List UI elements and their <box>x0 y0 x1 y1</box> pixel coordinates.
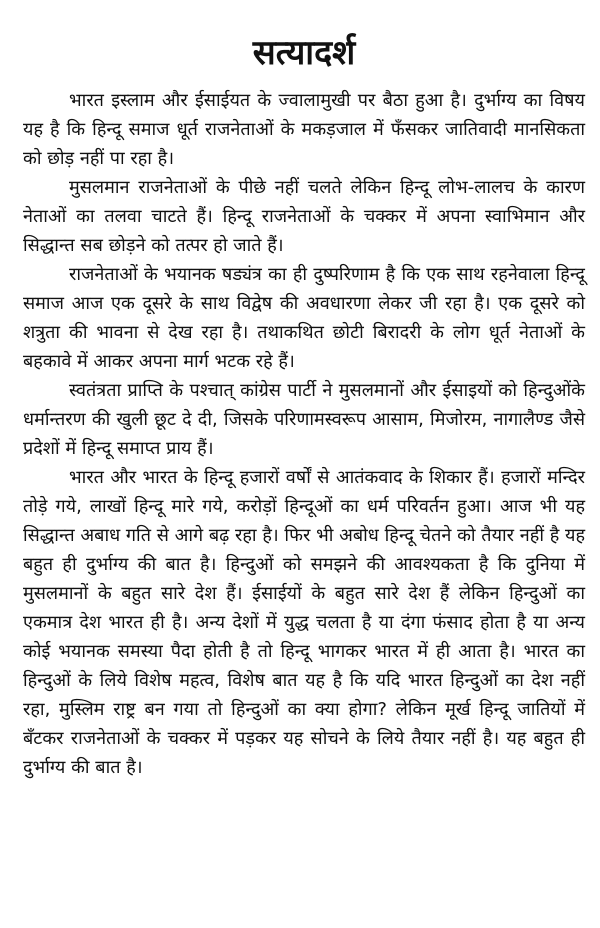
paragraph-3: राजनेताओं के भयानक षड्यंत्र का ही दुष्परिणाम है कि एक साथ रहनेवाला हिन्दू समाज आज एक दूसरे के साथ विद्वेष की अवधारणा लेकर जी रहा है। एक दूसरे को शत्रुता की भावना से देख रहा है। तथाकथित छोटी बिरादरी के लोग धूर्त नेताओं के बहकावे में आकर अपना मार्ग भटक रहे हैं। <box>23 264 585 372</box>
paragraph-2: मुसलमान राजनेताओं के पीछे नहीं चलते लेकिन हिन्दू लोभ-लालच के कारण नेताओं का तलवा चाटते हैं। हिन्दू राजनेताओं के चक्कर में अपना स्वाभिमान और सिद्धान्त सब छोड़ने को तत्पर हो जाते हैं। <box>23 177 585 256</box>
paragraph-4: स्वतंत्रता प्राप्ति के पश्चात् कांग्रेस पार्टी ने मुसलमानों और ईसाइयों को हिन्दुओंके धर्मान्तरण की खुली छूट दे दी, जिसके परिणामस्वरूप आसाम, मिजोरम, नागालैण्ड जैसे प्रदेशों में हिन्दू समाप्त प्राय हैं। <box>23 380 585 459</box>
paragraph-5: भारत और भारत के हिन्दू हजारों वर्षों से आतंकवाद के शिकार हैं। हजारों मन्दिर तोड़े गये, लाखों हिन्दू मारे गये, करोड़ों हिन्दूओं का धर्म परिवर्तन हुआ। आज भी यह सिद्धान्त अबाध गति से आगे बढ़ रहा है। फिर भी अबोध हिन्दू चेतने को तैयार नहीं है यह बहुत ही दुर्भाग्य की बात है। हिन्दुओं को समझने की आवश्यकता है कि दुनिया में मुसलमानों के बहुत सारे देश हैं। ईसाईयों के बहुत सारे देश हैं लेकिन हिन्दुओं का एकमात्र देश भारत ही है। अन्य देशों में युद्ध चलता है या दंगा फंसाद होता है या अन्य कोई भयानक समस्या पैदा होती है तो हिन्दू भागकर भारत में ही आता है। भारत का हिन्दुओं के लिये विशेष महत्व, विशेष बात यह है कि यदि भारत हिन्दुओं का देश नहीं रहा, मुस्लिम राष्ट्र बन गया तो हिन्दुओं का क्या होगा? लेकिन मूर्ख हिन्दू जातियों में बँटकर राजनेताओं के चक्कर में पड़कर यह सोचने के लिये तैयार नहीं है। यह बहुत ही दुर्भाग्य की बात है। <box>23 467 585 778</box>
paragraph-1: भारत इस्लाम और ईसाईयत के ज्वालामुखी पर बैठा हुआ है। दुर्भाग्य का विषय यह है कि हिन्दू समाज धूर्त राजनेताओं के मकड़जाल में फँसकर जातिवादी मानसिकता को छोड़ नहीं पा रहा है। <box>23 90 585 169</box>
page-title: सत्यादर्श <box>252 33 356 73</box>
